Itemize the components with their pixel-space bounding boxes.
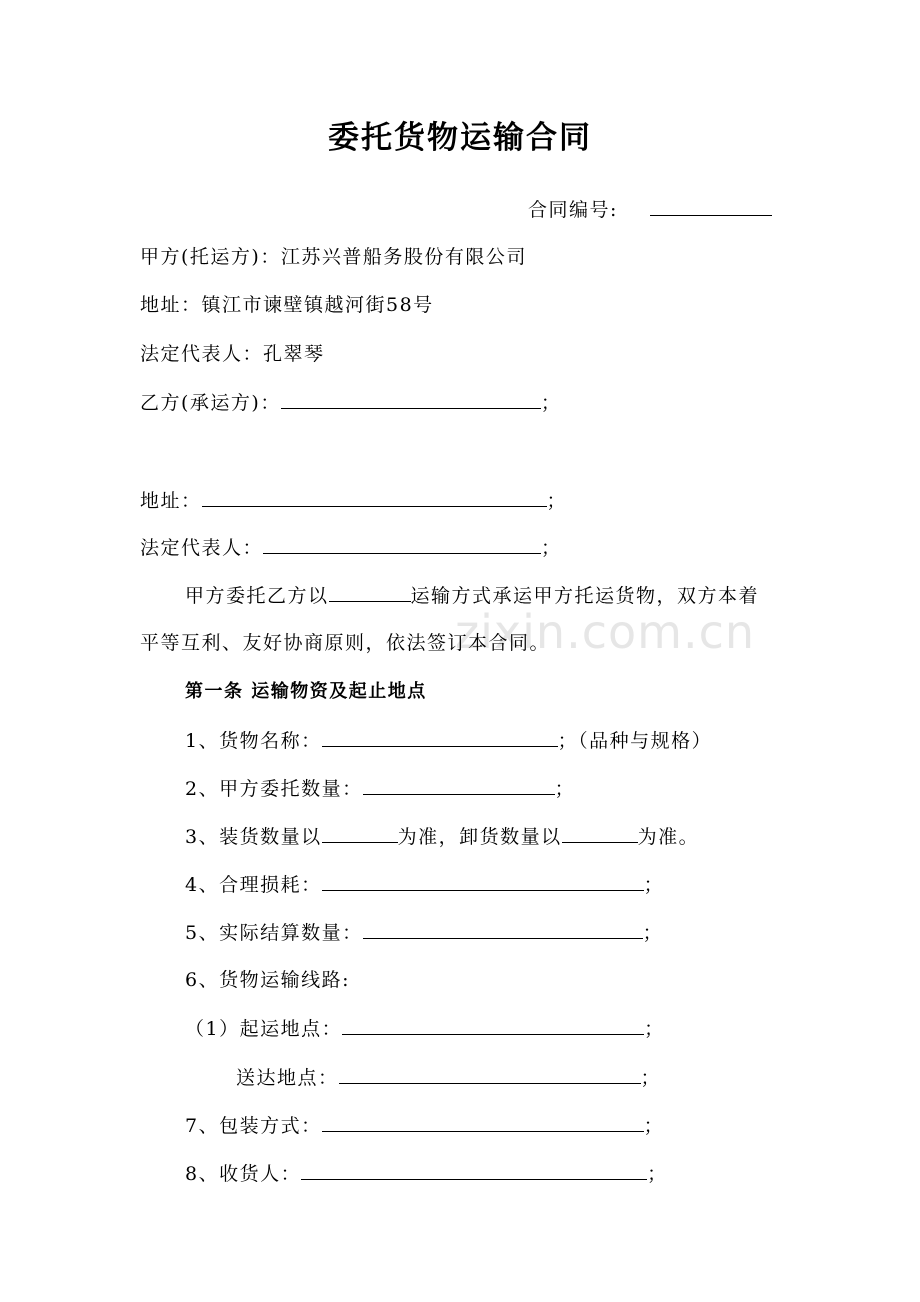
party-b-field[interactable] (281, 390, 541, 409)
item-2-label: 2、甲方委托数量： (185, 778, 363, 800)
item-3-text: 为准。 (637, 826, 700, 848)
item-8-label: 8、收货人： (185, 1163, 302, 1185)
item-3-row (185, 824, 699, 849)
item-8-row (185, 1161, 668, 1186)
intro-line-1 (185, 583, 759, 608)
item-3-text: 3、装货数量以 (185, 826, 322, 848)
semicolon: ； (546, 490, 568, 512)
intro-line-2: 平等互利、友好协商原则，依法签订本合同。 (140, 632, 551, 654)
party-b-rep-label: 法定代表人： (140, 537, 264, 559)
origin-field[interactable] (342, 1016, 644, 1035)
party-a-representative: 法定代表人：孔翠琴 (140, 343, 325, 365)
semicolon: ； (647, 1163, 668, 1185)
party-b-row (140, 390, 561, 415)
item-6-row: 6、货物运输线路: (185, 969, 350, 991)
item-1-suffix: ；（品种与规格） (557, 730, 713, 752)
semicolon: ； (554, 778, 576, 800)
item-3-text: 为准，卸货数量以 (397, 826, 562, 848)
contract-number-label: 合同编号: (528, 199, 618, 221)
item-6b-label: 送达地点： (236, 1067, 339, 1089)
item-5-label: 5、实际结算数量： (185, 922, 363, 944)
item-2-row (185, 776, 575, 801)
party-b-address-label: 地址： (140, 490, 202, 512)
item-4-label: 4、合理损耗： (185, 874, 322, 896)
loss-field[interactable] (322, 872, 644, 891)
quantity-field[interactable] (363, 776, 555, 795)
transport-mode-field[interactable] (329, 583, 411, 602)
semicolon: ； (643, 874, 665, 896)
destination-field[interactable] (339, 1065, 641, 1084)
intro-text: 运输方式承运甲方托运货物，双方本着 (410, 585, 760, 607)
item-5-row (185, 920, 663, 945)
goods-name-field[interactable] (322, 728, 558, 747)
item-4-row (185, 872, 664, 897)
item-1-label: 1、货物名称： (185, 730, 322, 752)
party-b-address-row (140, 488, 567, 513)
party-b-address-field[interactable] (202, 488, 547, 507)
semicolon: ； (644, 1018, 665, 1040)
party-b-label: 乙方(承运方)： (140, 392, 281, 414)
semicolon: ； (642, 922, 664, 944)
party-a-address: 地址：镇江市谏壁镇越河街58号 (140, 294, 434, 316)
loading-basis-field[interactable] (322, 824, 398, 843)
item-6a-label: （1）起运地点： (185, 1018, 343, 1040)
article-1-heading: 第一条 运输物资及起止地点 (185, 681, 427, 702)
party-b-rep-field[interactable] (263, 535, 541, 554)
semicolon: ； (541, 537, 562, 559)
unloading-basis-field[interactable] (562, 824, 638, 843)
semicolon: ； (640, 1067, 662, 1089)
party-a-line: 甲方(托运方)：江苏兴普船务股份有限公司 (140, 246, 527, 268)
contract-number-row (528, 197, 772, 222)
semicolon: ； (643, 1115, 665, 1137)
item-1-row (185, 728, 712, 753)
intro-text: 甲方委托乙方以 (185, 585, 329, 607)
item-7-row (185, 1113, 664, 1138)
watermark: zixin.com.cn (455, 605, 756, 659)
semicolon: ； (540, 392, 562, 414)
party-b-rep-row (140, 535, 562, 560)
item-6b-row (236, 1065, 661, 1090)
item-6a-row (185, 1016, 665, 1041)
settlement-quantity-field[interactable] (363, 920, 643, 939)
document-title: 委托货物运输合同 (328, 120, 592, 156)
contract-number-field[interactable] (650, 197, 772, 216)
item-7-label: 7、包装方式： (185, 1115, 322, 1137)
consignee-field[interactable] (301, 1161, 647, 1180)
packaging-field[interactable] (322, 1113, 644, 1132)
